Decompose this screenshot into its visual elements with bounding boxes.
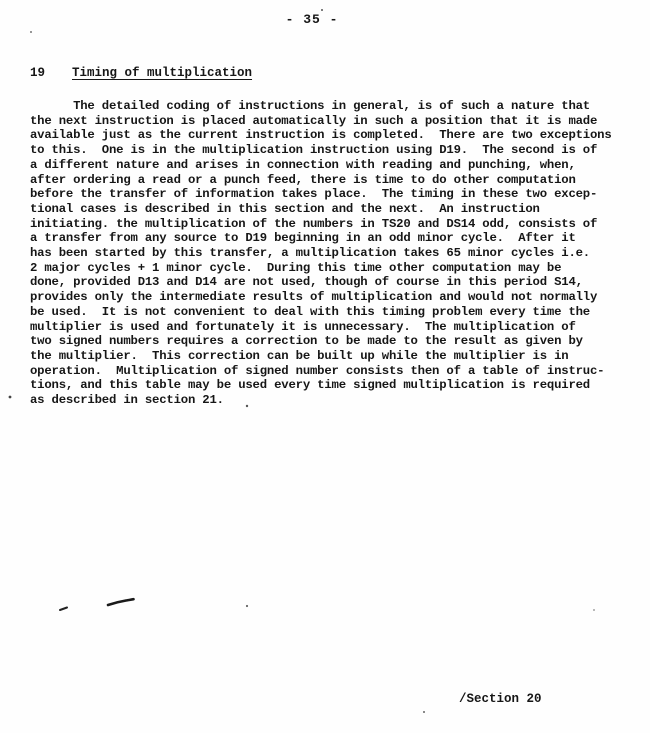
body-line: provides only the intermediate results of multiplication and would not normally xyxy=(30,290,598,305)
pen-tick-mark xyxy=(60,608,67,611)
section-title: Timing of multiplication xyxy=(72,66,253,80)
body-line: before the transfer of information takes place. The timing in these two excep- xyxy=(30,187,598,202)
body-line: to this. One is in the multiplication instruction using D19. The second is of xyxy=(30,143,598,158)
body-line: has been started by this transfer, a multiplication takes 65 minor cycles i.e. xyxy=(30,246,590,261)
ink-speck xyxy=(9,396,12,399)
footer-section-reference: /Section 20 xyxy=(459,692,542,706)
body-line: 2 major cycles + 1 minor cycle. During this time other computation may be xyxy=(30,260,562,275)
ink-speck xyxy=(30,31,32,33)
page-number: - 35 - xyxy=(285,12,339,27)
body-line: the multiplier. This correction can be built up while the multiplier is in xyxy=(30,348,569,363)
body-line: tional cases is described in this section and the next. An instruction xyxy=(30,201,540,216)
section-number: 19 xyxy=(30,66,46,80)
ink-speck xyxy=(423,711,425,713)
paragraph xyxy=(30,99,630,408)
body-line: The detailed coding of instructions in general, is of such a nature that xyxy=(30,99,590,113)
body-line: a transfer from any source to D19 beginning in an odd minor cycle. After it xyxy=(30,231,576,246)
body-line: initiating. the multiplication of the numbers in TS20 and DS14 odd, consists of xyxy=(30,216,598,231)
body-line: two signed numbers requires a correction to be made to the result as given by xyxy=(30,334,583,349)
ink-speck xyxy=(246,605,248,607)
body-line: as described in section 21. xyxy=(30,393,224,408)
body-line: a different nature and arises in connection with reading and punching, when, xyxy=(30,157,576,172)
body-line: after ordering a read or a punch feed, there is time to do other computation xyxy=(30,172,576,187)
body-line: multiplier is used and fortunately it is unnecessary. The multiplication of xyxy=(30,319,576,334)
body-line: tions, and this table may be used every time signed multiplication is required xyxy=(30,378,590,393)
pen-squiggle-mark xyxy=(108,599,134,605)
body-line: operation. Multiplication of signed number consists then of a table of instruc- xyxy=(30,363,605,378)
body-line: the next instruction is placed automatically in such a position that it is made xyxy=(30,113,598,128)
ink-speck xyxy=(321,9,323,11)
body-line: available just as the current instruction is completed. There are two exceptions xyxy=(30,128,612,143)
ink-speck xyxy=(593,609,595,611)
body-line: done, provided D13 and D14 are not used, though of course in this period S14, xyxy=(30,275,583,290)
body-line: be used. It is not convenient to deal with this timing problem every time the xyxy=(30,304,590,319)
